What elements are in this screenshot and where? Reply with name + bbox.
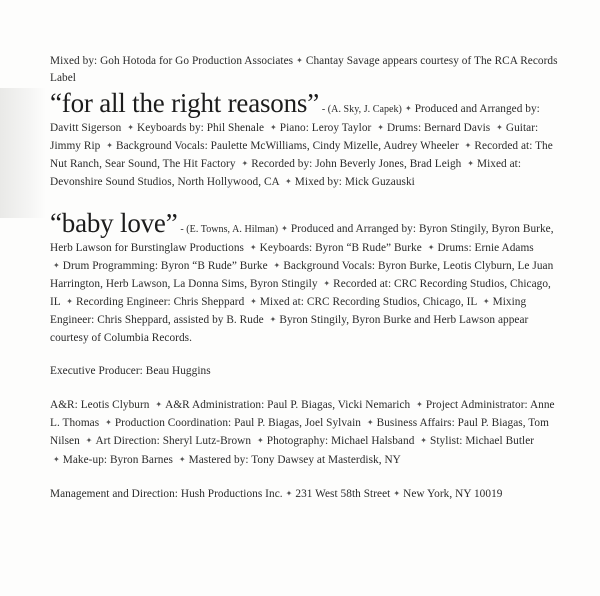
credits-text [50, 52, 560, 503]
spacer [50, 380, 560, 396]
separator-icon: ✦ [285, 488, 293, 498]
song2-writers: - (E. Towns, A. Hilman) [180, 224, 279, 236]
song1-credit: Produced and Arranged by: Davitt Sigerson [50, 103, 540, 134]
separator-icon: ✦ [366, 418, 374, 428]
separator-icon: ✦ [178, 454, 186, 464]
staff-credit: A&R: Leotis Clyburn [50, 399, 150, 412]
separator-icon: ✦ [241, 159, 249, 169]
song1-credit: Recorded at: The Nut Ranch, Sear Sound, The Hit Factory [50, 139, 553, 171]
separator-icon: ✦ [420, 436, 428, 446]
separator-icon: ✦ [270, 122, 277, 132]
song1-credit: Piano: Leroy Taylor [279, 121, 372, 134]
separator-icon: ✦ [393, 488, 401, 498]
song2-credit: Background Vocals: Byron Burke, Leotis Clyburn, Le Juan Harrington, Herb Lawson, La Donna Sims, Byron Stingily [50, 259, 554, 291]
separator-icon: ✦ [464, 140, 472, 150]
courtesy-credit: Chantay Savage appears courtesy of The RCA Records Label [50, 55, 558, 85]
separator-icon: ✦ [85, 436, 93, 446]
song2-credit: Produced and Arranged by: Byron Stingily, Byron Burke, Herb Lawson for Burstinglaw Productions [50, 223, 554, 254]
management-street: 231 West 58th Street [295, 487, 391, 500]
song2-credit: Byron Stingily, Byron Burke and Herb Lawson appear courtesy of Columbia Records. [50, 314, 529, 344]
separator-icon: ✦ [155, 400, 163, 410]
separator-icon: ✦ [285, 177, 292, 187]
separator-icon: ✦ [377, 122, 384, 132]
separator-icon: ✦ [250, 297, 257, 307]
song1-credits [50, 88, 560, 191]
staff-credit: A&R Administration: Paul P. Biagas, Vicki Nemarich [165, 399, 411, 412]
separator-icon: ✦ [496, 122, 503, 132]
separator-icon: ✦ [416, 400, 423, 410]
song1-credit: Keyboards by: Phil Shenale [137, 121, 265, 134]
separator-icon: ✦ [269, 315, 277, 325]
separator-icon: ✦ [323, 279, 331, 289]
song1-credit: Drums: Bernard Davis [386, 121, 491, 134]
song1-credit: Mixed by: Mick Guzauski [294, 176, 415, 189]
separator-icon: ✦ [53, 260, 60, 270]
song2-credit: Recorded at: CRC Recording Studios, Chicago, IL [50, 278, 551, 309]
song2-credit: Keyboards: Byron “B Rude” Burke [259, 241, 422, 254]
management-company: Management and Direction: Hush Productions Inc. [50, 487, 283, 500]
song2-credits [50, 208, 560, 346]
song2-credit: Drum Programming: Byron “B Rude” Burke [62, 259, 268, 272]
executive-producer: Executive Producer: Beau Huggins [50, 364, 211, 377]
separator-icon: ✦ [105, 418, 112, 428]
song2-title: “baby love” [50, 208, 178, 239]
song1-writers: - (A. Sky, J. Capek) [321, 104, 402, 116]
staff-credit: Make-up: Byron Barnes [62, 453, 173, 466]
separator-icon: ✦ [256, 436, 264, 446]
intro-credits [50, 52, 560, 87]
separator-icon: ✦ [53, 454, 60, 464]
spacer [50, 347, 560, 363]
song1-credit: Guitar: Jimmy Rip [50, 121, 539, 152]
separator-icon: ✦ [106, 140, 113, 150]
mix-credit: Mixed by: Goh Hotoda for Go Production Associates [50, 55, 294, 67]
separator-icon: ✦ [281, 224, 288, 234]
separator-icon: ✦ [482, 297, 490, 307]
song1-credit: Recorded by: John Beverly Jones, Brad Leigh [251, 158, 462, 171]
staff-credit: Art Direction: Sheryl Lutz-Brown [95, 435, 252, 448]
page-shadow [0, 88, 46, 218]
song1-credit: Mixed at: Devonshire Sound Studios, North Hollywood, CA [50, 158, 522, 189]
management-city: New York, NY 10019 [403, 487, 503, 500]
song1-title: “for all the right reasons” [50, 88, 319, 119]
song2-credit: Mixed at: CRC Recording Studios, Chicago, IL [259, 296, 477, 309]
separator-icon: ✦ [273, 260, 281, 270]
separator-icon: ✦ [427, 242, 435, 252]
separator-icon: ✦ [404, 104, 412, 114]
staff-credit: Production Coordination: Paul P. Biagas, Joel Sylvain [114, 417, 361, 430]
spacer [50, 469, 560, 485]
separator-icon: ✦ [66, 297, 73, 307]
separator-icon: ✦ [467, 159, 474, 169]
song1-credit: Background Vocals: Paulette McWilliams, Cindy Mizelle, Audrey Wheeler [116, 139, 459, 152]
staff-credit: Photography: Michael Halsband [266, 435, 415, 448]
staff-credit: Stylist: Michael Butler [430, 435, 535, 448]
staff-credit: Project Administrator: Anne L. Thomas [50, 399, 555, 430]
song2-credit: Recording Engineer: Chris Sheppard [75, 296, 245, 309]
staff-credit: Business Affairs: Paul P. Biagas, Tom Nilsen [50, 417, 549, 448]
separator-icon: ✦ [296, 56, 303, 65]
song2-credit: Drums: Ernie Adams [437, 241, 534, 254]
staff-credits [50, 396, 560, 469]
separator-icon: ✦ [249, 242, 257, 252]
song2-credit: Mixing Engineer: Chris Sheppard, assisted by B. Rude [50, 296, 527, 327]
separator-icon: ✦ [127, 122, 134, 132]
management-credits [50, 485, 560, 503]
staff-credit: Mastered by: Tony Dawsey at Masterdisk, NY [188, 453, 401, 466]
